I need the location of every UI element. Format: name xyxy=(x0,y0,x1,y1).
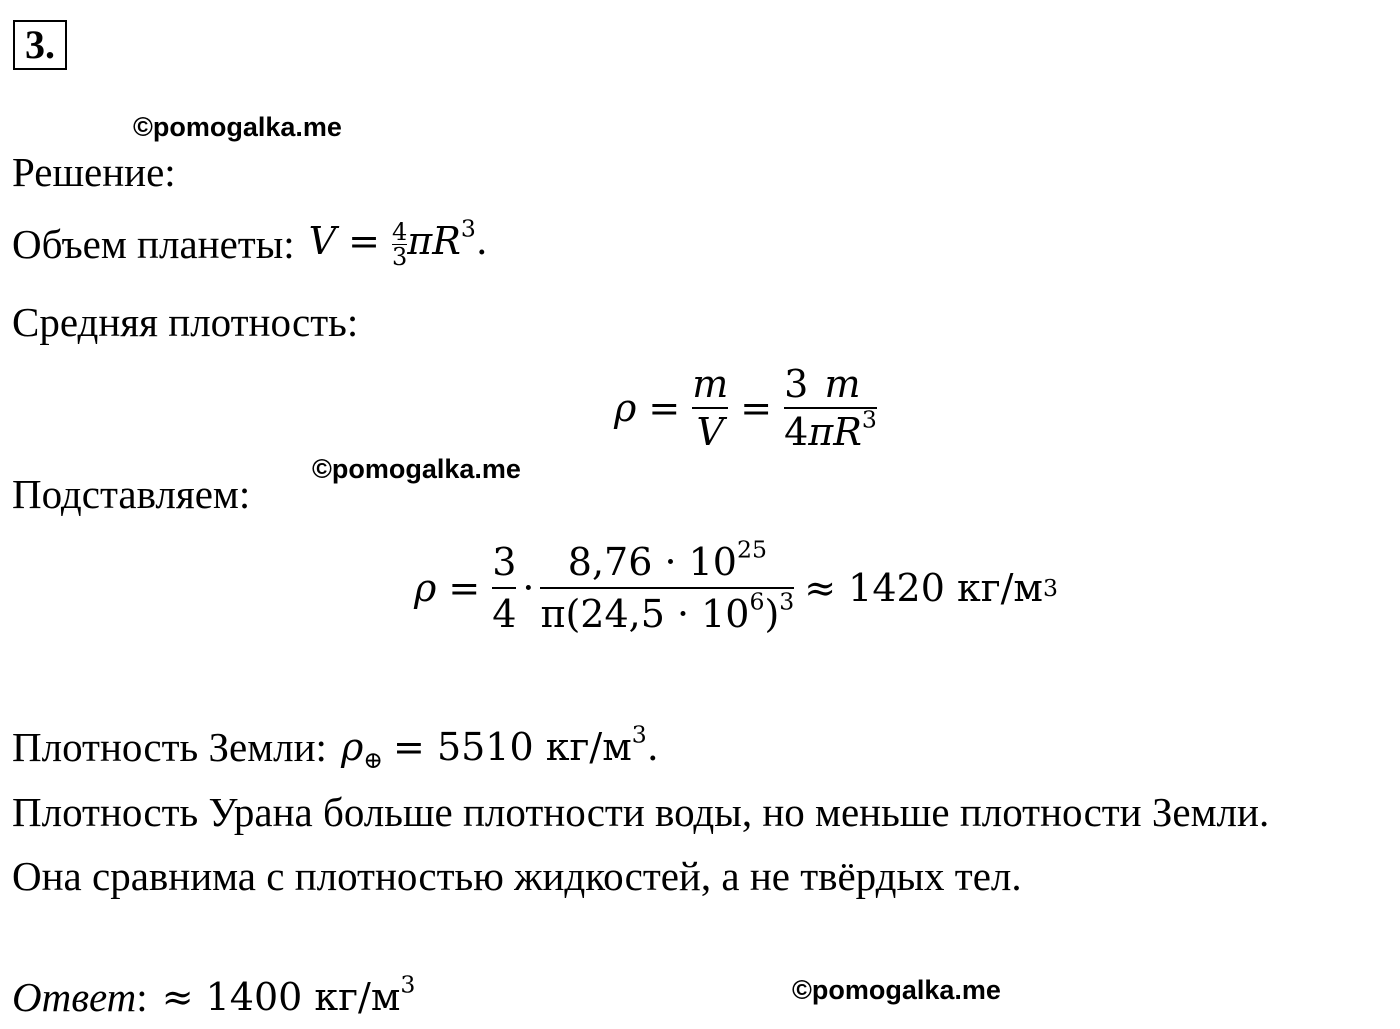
volume-formula: V = $\frac{4}{3}$ $\pi R^3$. xyxy=(308,213,488,271)
answer-line: Ответ : ≈ 1400 $кг/м^3$ xyxy=(12,970,416,1020)
earth-density-formula: $\rho_\oplus = 5510$ $кг/м^3$. xyxy=(340,720,659,775)
density-formula: ρ = $\frac{m}{V}$ = $\frac{3}{4}$ $\frac{m}{\pi R^3}$ xyxy=(614,362,877,454)
answer-value: ≈ 1400 $кг/м^3$ xyxy=(161,970,416,1019)
substitution-formula: ρ = $\frac{3}{4}$ · $\frac{8,76 \cdot 10^{25}}{\pi(24,5 \cdot 10^6)^3}$ ≈ 1420 кг/м 3 xyxy=(414,535,1058,636)
watermark-middle: ©pomogalka.me xyxy=(312,454,521,484)
uranus-comparison: Плотность Урана больше плотности воды, но меньше плотности Земли. xyxy=(12,789,1270,835)
watermark-bottom: ©pomogalka.me xyxy=(792,975,1001,1005)
earth-density-line xyxy=(12,720,659,775)
volume-label: Объем планеты: xyxy=(12,220,295,267)
substitute-label: Подставляем: xyxy=(12,471,251,517)
liquids-comparison: Она сравнима с плотностью жидкостей, а не твёрдых тел. xyxy=(12,853,1022,899)
density-label: Средняя плотность: xyxy=(12,299,359,345)
earth-density-label: Плотность Земли: xyxy=(12,723,327,770)
solution-heading: Решение: xyxy=(12,149,176,195)
volume-line xyxy=(12,214,488,274)
answer-label: Ответ xyxy=(12,973,137,1020)
problem-number: 3. xyxy=(13,20,67,70)
watermark-top: ©pomogalka.me xyxy=(133,112,342,142)
